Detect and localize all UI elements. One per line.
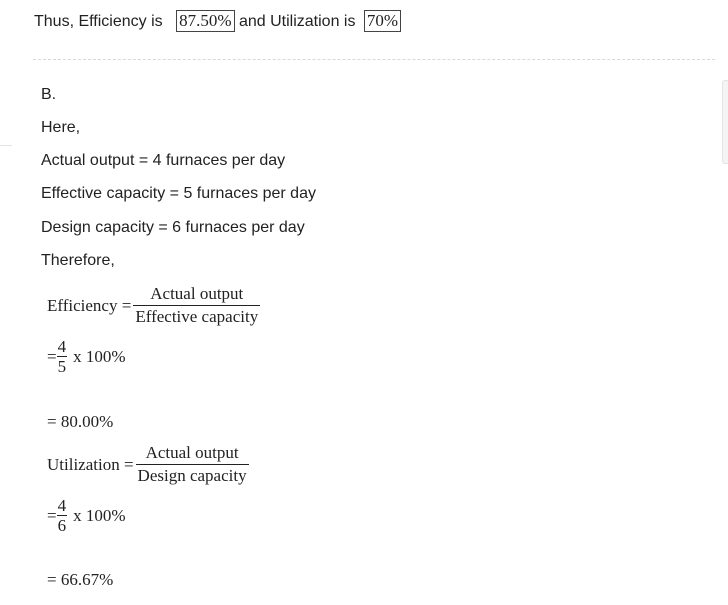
left-edge-rule	[0, 145, 12, 146]
utilization-fraction	[136, 442, 249, 487]
scrollbar-handle[interactable]	[722, 80, 728, 164]
here-text: Here,	[41, 119, 81, 136]
efficiency-calculation	[47, 337, 126, 376]
efficiency-formula	[47, 283, 260, 328]
efficiency-result-box: 87.50%	[176, 10, 234, 32]
efficiency-calc-denominator: 5	[57, 357, 67, 376]
utilization-calc-multiplier: x 100%	[73, 505, 126, 525]
utilization-calc-denominator: 6	[57, 516, 67, 535]
utilization-calc-fraction	[57, 496, 68, 535]
efficiency-fraction	[133, 283, 260, 328]
efficiency-numerator: Actual output	[150, 284, 244, 303]
section-label: B.	[41, 86, 57, 103]
summary-line	[34, 10, 401, 32]
utilization-formula	[47, 442, 249, 487]
utilization-result-box: 70%	[364, 10, 401, 32]
efficiency-calc-multiplier: x 100%	[73, 346, 126, 366]
equals-sign: =	[47, 505, 57, 525]
summary-prefix: Thus, Efficiency is	[34, 13, 163, 30]
equals-sign: =	[47, 346, 57, 366]
effective-capacity-line: Effective capacity = 5 furnaces per day	[41, 185, 316, 202]
efficiency-calc-fraction	[57, 337, 68, 376]
efficiency-formula-lhs: Efficiency =	[47, 295, 132, 315]
utilization-numerator: Actual output	[145, 443, 239, 462]
utilization-calculation	[47, 496, 126, 535]
efficiency-calc-numerator: 4	[57, 337, 67, 356]
utilization-denominator: Design capacity	[137, 466, 247, 485]
efficiency-denominator: Effective capacity	[135, 307, 259, 326]
efficiency-value: = 80.00%	[47, 412, 114, 431]
utilization-value: = 66.67%	[47, 570, 114, 589]
section-divider	[33, 59, 715, 60]
utilization-calc-numerator: 4	[57, 496, 67, 515]
actual-output-line: Actual output = 4 furnaces per day	[41, 152, 286, 169]
design-capacity-line: Design capacity = 6 furnaces per day	[41, 219, 305, 236]
therefore-text: Therefore,	[41, 252, 115, 269]
summary-middle: and Utilization is	[238, 13, 356, 30]
utilization-formula-lhs: Utilization =	[47, 454, 134, 474]
